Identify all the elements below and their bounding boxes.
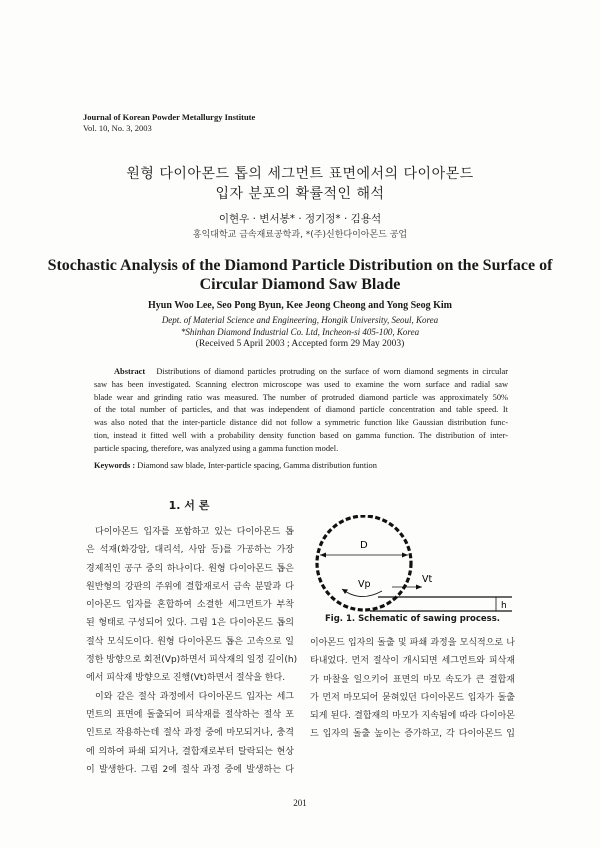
journal-name: Journal of Korean Powder Metallurgy Institute bbox=[83, 112, 256, 122]
left-column-text bbox=[86, 523, 298, 779]
rotation-arrow bbox=[342, 589, 382, 597]
korean-authors: 이현우 · 변서봉* · 정기정* · 김용석 bbox=[218, 213, 382, 225]
korean-title-line-1: 원형 다이아몬드 톱의 세그먼트 표면에서의 다이아몬드 bbox=[126, 166, 474, 182]
label-h: h bbox=[501, 601, 507, 611]
feed-arrowhead bbox=[416, 585, 422, 590]
english-authors: Hyun Woo Lee, Seo Pong Byun, Kee Jeong Cheong and Yong Seog Kim bbox=[148, 300, 452, 311]
abstract-line: of the total number of particles, and that was independent of diamond particle concentration and table speed. It bbox=[94, 405, 508, 415]
text-line: 이와 같은 절삭 과정에서 다이아몬드 입자는 세그 bbox=[95, 691, 294, 702]
keywords-text: Diamond saw blade, Inter-particle spacing, Gamma distribution funtion bbox=[137, 461, 377, 470]
abstract-line: saw has been investigated. Scanning electron microscope was used to examine the worn surface and radial saw bbox=[94, 379, 508, 389]
diameter-arrow-left bbox=[320, 553, 326, 558]
text-line: 타내었다. 먼저 절삭이 개시되면 세그먼트와 피삭재 bbox=[310, 656, 515, 667]
english-affiliation-2: *Shinhan Diamond Industrial Co. Ltd, Incheon-si 405-100, Korea bbox=[180, 327, 420, 337]
korean-title-line-2: 입자 분포의 확률적인 해석 bbox=[215, 186, 385, 202]
english-title-line-2: Circular Diamond Saw Blade bbox=[199, 276, 401, 293]
abstract-line: was also noted that the inter-particle distance did not follow a symmetric function like Gaussian distribution func- bbox=[94, 418, 508, 428]
text-line: 먼트의 표면에 돌출되어 피삭재를 절삭하는 절삭 포 bbox=[86, 709, 294, 720]
text-line: 절삭 모식도이다. 원형 다이아몬드 톱은 고속으로 일 bbox=[86, 636, 294, 647]
abstract-label: Abstract bbox=[114, 367, 146, 376]
text-line: 드 입자의 돌출 높이는 증가하고, 각 다이아몬드 입 bbox=[310, 729, 515, 740]
figure-caption: Fig. 1. Schematic of sawing process. bbox=[324, 614, 501, 624]
text-line: 에서 피삭재 방향으로 진행(Vt)하면서 절삭을 한다. bbox=[86, 673, 286, 684]
text-line: 이아몬드 입자의 돌출 및 파쇄 과정을 모식적으로 나 bbox=[310, 638, 515, 648]
keywords bbox=[94, 461, 377, 470]
abstract-line: blade wear and grinding ratio was measured. The number of protruded diamond particle was approximately 50% bbox=[94, 392, 508, 402]
abstract bbox=[94, 366, 508, 456]
page-number: 201 bbox=[293, 798, 307, 808]
abstract-line: tion, instead it fitted well with a probability density function based on gamma function. The distribution of inter- bbox=[94, 430, 508, 440]
text-line: 되게 된다. 결합재의 마모가 지속됨에 따라 다이아몬 bbox=[310, 711, 515, 722]
text-line: 원반형의 강판의 주위에 결합재로서 금속 분말과 다 bbox=[86, 581, 294, 592]
label-Vp: Vp bbox=[358, 579, 371, 590]
journal-volume: Vol. 10, No. 3, 2003 bbox=[83, 123, 152, 133]
text-line: 된 형태로 구성되어 있다. 그림 1은 다이아몬드 톱의 bbox=[86, 618, 294, 629]
english-title-line-1: Stochastic Analysis of the Diamond Particle Distribution on the Surface of bbox=[47, 257, 553, 274]
text-line: 이아몬드 입자를 혼합하여 소결한 세그먼트가 부착 bbox=[86, 600, 294, 611]
text-line: 에 의하여 파쇄 되거나, 결합재로부터 탈락되는 현상 bbox=[86, 746, 294, 757]
text-line: 경제적인 공구 중의 하나이다. 원형 다이아몬드 톱은 bbox=[86, 563, 294, 574]
diameter-arrow-right bbox=[402, 553, 408, 558]
abstract-line: particle spacing, therefore, was analyzed using a gamma function model. bbox=[94, 443, 339, 453]
text-line: 이 발생한다. 그림 2에 절삭 과정 중에 발생하는 다 bbox=[86, 764, 294, 775]
text-line: 인트로 작용하는데 절삭 과정 중에 마모되거나, 충격 bbox=[86, 728, 294, 739]
right-column-text bbox=[310, 634, 515, 744]
received-date: (Received 5 April 2003 ; Accepted form 29 May 2003) bbox=[195, 339, 405, 349]
keywords-label: Keywords : bbox=[94, 461, 136, 470]
sawing-process-figure bbox=[310, 515, 520, 615]
korean-affiliation: 홍익대학교 금속재료공학과, *(주)신한다이아몬드 공업 bbox=[192, 230, 408, 240]
saw-blade-circle bbox=[317, 516, 411, 610]
text-line: 가 마찰을 일으키어 표면의 마모 속도가 큰 결합재 bbox=[310, 674, 515, 685]
label-D: D bbox=[360, 540, 368, 551]
section-heading: 1. 서 론 bbox=[168, 499, 210, 512]
english-affiliation-1: Dept. of Material Science and Engineering, Hongik University, Seoul, Korea bbox=[161, 315, 439, 325]
text-line: 은 석재(화강암, 대리석, 사암 등)를 가공하는 가장 bbox=[86, 545, 294, 556]
label-Vt: Vt bbox=[422, 574, 433, 585]
text-line: 정한 방향으로 회전(Vp)하면서 피삭재의 일정 깊이(h) bbox=[86, 655, 298, 666]
rotation-arrowhead bbox=[342, 589, 348, 594]
text-line: 가 먼저 마모되어 묻혀있던 다이아몬드 입자가 돌출 bbox=[310, 692, 515, 703]
text-line: 다이아몬드 입자를 포함하고 있는 다이아몬드 톱 bbox=[95, 527, 294, 537]
abstract-line: Abstract Distributions of diamond particles protruding on the surface of worn diamond segments in circular bbox=[114, 367, 508, 376]
